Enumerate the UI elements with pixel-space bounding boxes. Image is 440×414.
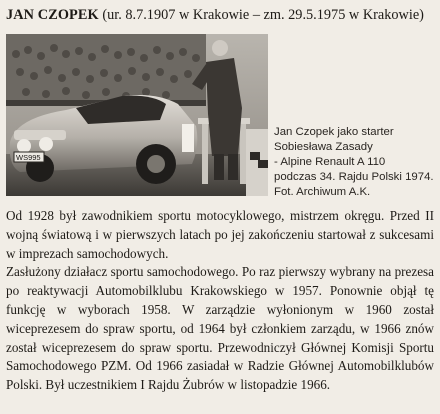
caption-line: Jan Czopek jako starter [274, 126, 394, 138]
rally-photo [6, 34, 268, 196]
biography-heading [6, 6, 436, 24]
life-dates: (ur. 8.7.1907 w Krakowie – zm. 29.5.1975 w Krakowie) [102, 7, 424, 23]
caption-line: - Alpine Renault A 110 [274, 156, 386, 168]
caption-line: Sobiesława Zasady [274, 141, 373, 153]
license-plate: WS995 [16, 153, 41, 162]
paragraph: Zasłużony działacz sportu samochodowego. Po raz pierwszy wybrany na prezesa po reaktywacji Automobilklubu Krakowskiego w 1957. Ponownie objął tę funkcję w wyborach 1958. W zarządzie wyłonionym w 1960 został wiceprezesem do spraw sportu, od 1964 był członkiem zarządu, w 1966 znów został wiceprezesem do spraw sportu. Przewodniczył Głównej Komisji Sportu Samochodowego PZM. Od 1966 zasiadał w Radzie Głównej Automobilklubów Polski. Był uczestnikiem I Rajdu Żubrów w listopadzie 1966. [6, 264, 434, 393]
person-name: JAN CZOPEK [6, 7, 99, 23]
paragraph: Od 1928 był zawodnikiem sportu motocyklowego, mistrzem okręgu. Przed II wojną światową i w pierwszych latach po jej zakończeniu startował z sukcesami w imprezach samochodowych. [6, 208, 434, 261]
caption-line: podczas 34. Rajdu Polski 1974. [274, 171, 434, 183]
photo-caption [274, 125, 434, 200]
biography-text [6, 207, 434, 395]
caption-line: Fot. Archiwum A.K. [274, 186, 371, 198]
